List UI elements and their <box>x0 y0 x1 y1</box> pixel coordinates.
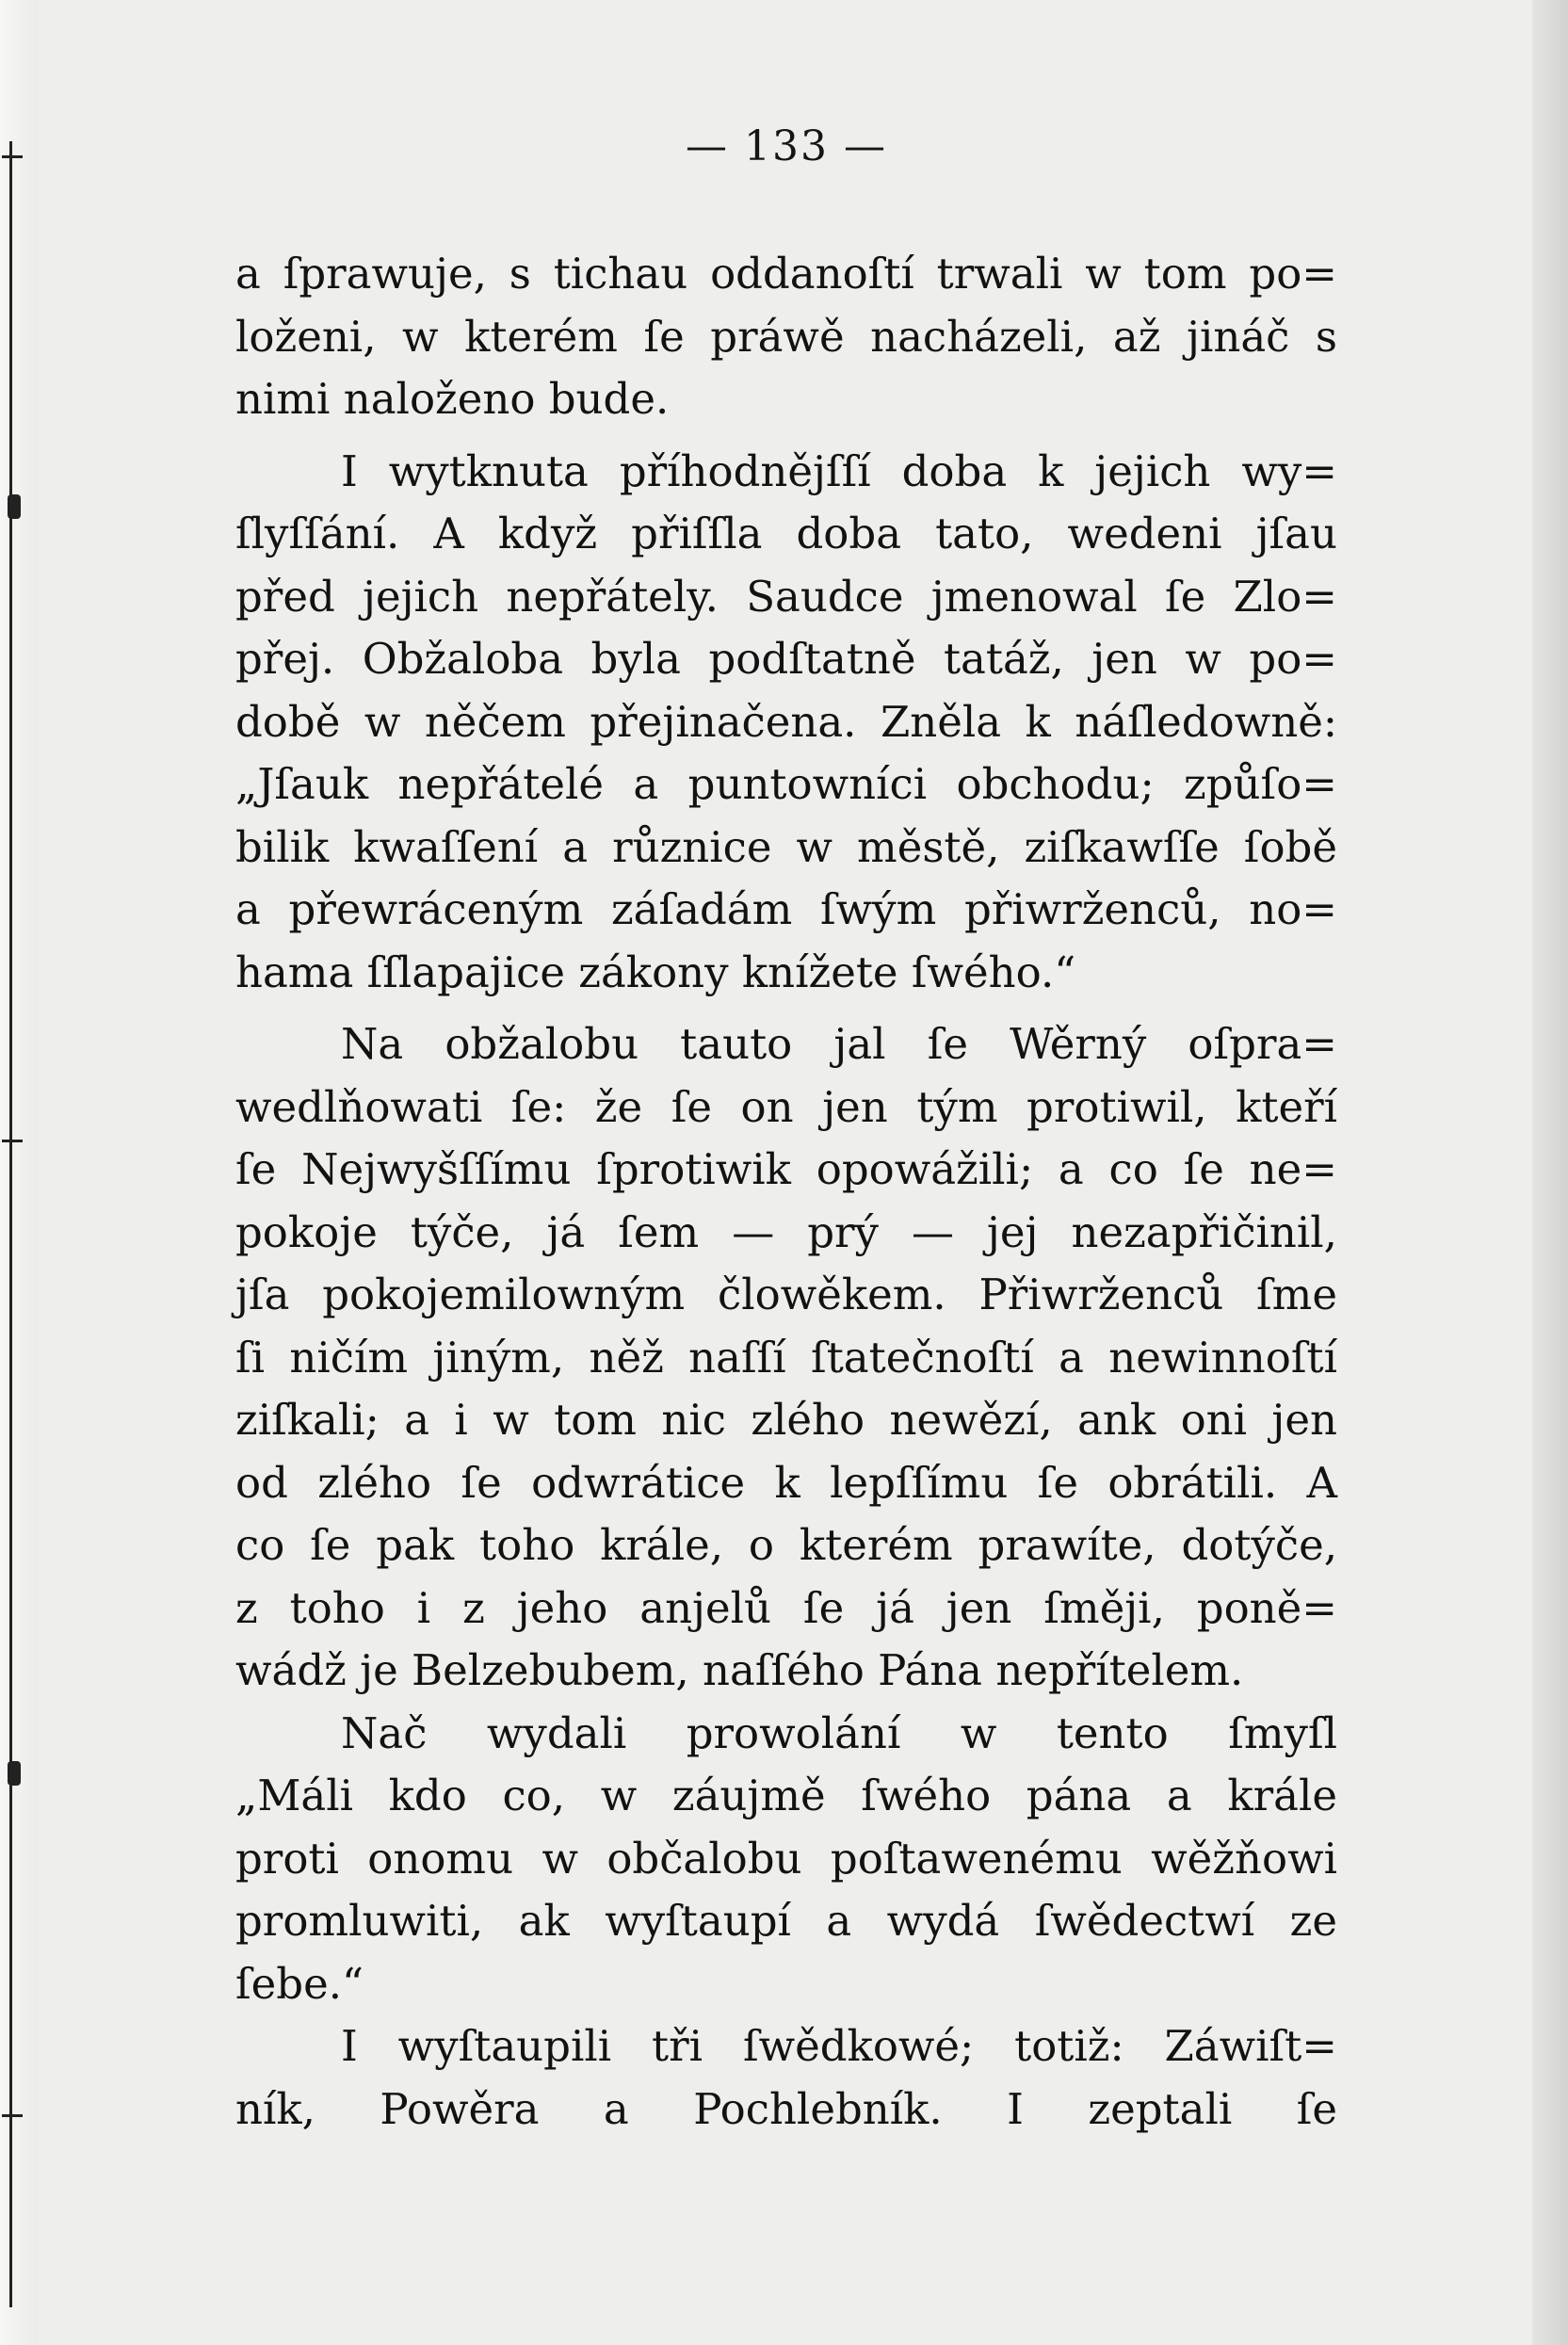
text-line: ſlyſſání. A když přiſſla doba tato, wedeni jſau <box>235 509 1337 558</box>
paragraph <box>235 441 1337 1005</box>
binding-dot <box>8 1761 21 1786</box>
text-line: I wytknuta příhodnějſſí doba k jejich wy= <box>341 445 1337 496</box>
page-number: — 133 — <box>686 122 887 170</box>
text-line: a přewráceným záſadám ſwým přiwrženců, no= <box>235 884 1337 934</box>
text-line: promluwiti, ak wyſtaupí a wydá ſwědectwí ze <box>235 1896 1337 1946</box>
binding-line <box>9 141 12 2307</box>
text-line: od zlého ſe odwrátice k lepſſímu ſe obrátili. A <box>235 1457 1337 1508</box>
text-line: bilik kwaſſení a různice w městě, ziſkawſſe ſobě <box>235 821 1337 872</box>
text-line: Na obžalobu tauto jal ſe Wěrný oſpra= <box>341 1019 1337 1069</box>
text-line: I wyſtaupili tři ſwědkowé; totiž: Záwiſt= <box>341 2021 1337 2071</box>
text-line: „Máli kdo co, w záujmě ſwého pána a krále <box>235 1771 1337 1820</box>
text-line: přej. Obžaloba byla podſtatně tatáž, jen w po= <box>235 634 1337 684</box>
text-line: ník, Powěra a Pochlebník. I zeptali ſe <box>235 2083 1337 2134</box>
text-line: před jejich nepřátely. Saudce jmenowal ſe Zlo= <box>235 571 1337 622</box>
paragraph <box>235 1703 1337 2016</box>
text-line: „Jſauk nepřátelé a puntowníci obchodu; způſo= <box>235 759 1337 809</box>
paragraph <box>235 1013 1337 1703</box>
text-line: době w něčem přejinačena. Zněla k náſledowně: <box>235 696 1337 747</box>
text-line: nimi naloženo bude. <box>235 374 670 424</box>
text-line: wedlňowati ſe: že ſe on jen tým protiwil, kteří <box>235 1081 1337 1132</box>
text-line: hama ſſlapajice zákony knížete ſwého.“ <box>235 946 1076 997</box>
binding-mark <box>2 1140 23 1142</box>
text-line: pokoje týče, já ſem — prý — jej nezapřičinil, <box>235 1206 1337 1257</box>
text-line: z toho i z jeho anjelů ſe já jen ſměji, poně= <box>235 1582 1337 1633</box>
text-line: Nač wydali prowolání w tento ſmyſl <box>341 1707 1337 1758</box>
text-line: proti onomu w občalobu poſtawenému wěžňowi <box>235 1833 1337 1884</box>
paragraph <box>235 2015 1337 2141</box>
text-line: co ſe pak toho krále, o kterém prawíte, dotýče, <box>235 1520 1337 1570</box>
binding-mark <box>2 155 23 158</box>
page-binding <box>0 0 38 2345</box>
text-line: ſi ničím jiným, něž naſſí ſtatečnoſtí a newinnoſtí <box>235 1332 1337 1383</box>
body-text <box>235 243 1337 2141</box>
binding-dot <box>8 494 21 519</box>
text-line: a ſprawuje, s tichau oddanoſtí trwali w tom po= <box>235 249 1337 299</box>
text-line: ſe Nejwyšſſímu ſprotiwik opowážili; a co ſe ne= <box>235 1144 1337 1194</box>
binding-mark <box>2 2114 23 2117</box>
text-line: ſebe.“ <box>235 1958 364 2009</box>
text-line: jſa pokojemilowným člowěkem. Přiwrženců ſme <box>235 1270 1337 1319</box>
text-line: ziſkali; a i w tom nic zlého newězí, ank oni jen <box>235 1395 1337 1445</box>
text-line: wádž je Belzebubem, naſſého Pána nepřítelem. <box>235 1645 1244 1695</box>
paragraph <box>235 243 1337 431</box>
page-edge-shadow <box>1532 0 1568 2345</box>
text-line: loženi, w kterém ſe práwě nacházeli, až jináč s <box>235 311 1337 362</box>
